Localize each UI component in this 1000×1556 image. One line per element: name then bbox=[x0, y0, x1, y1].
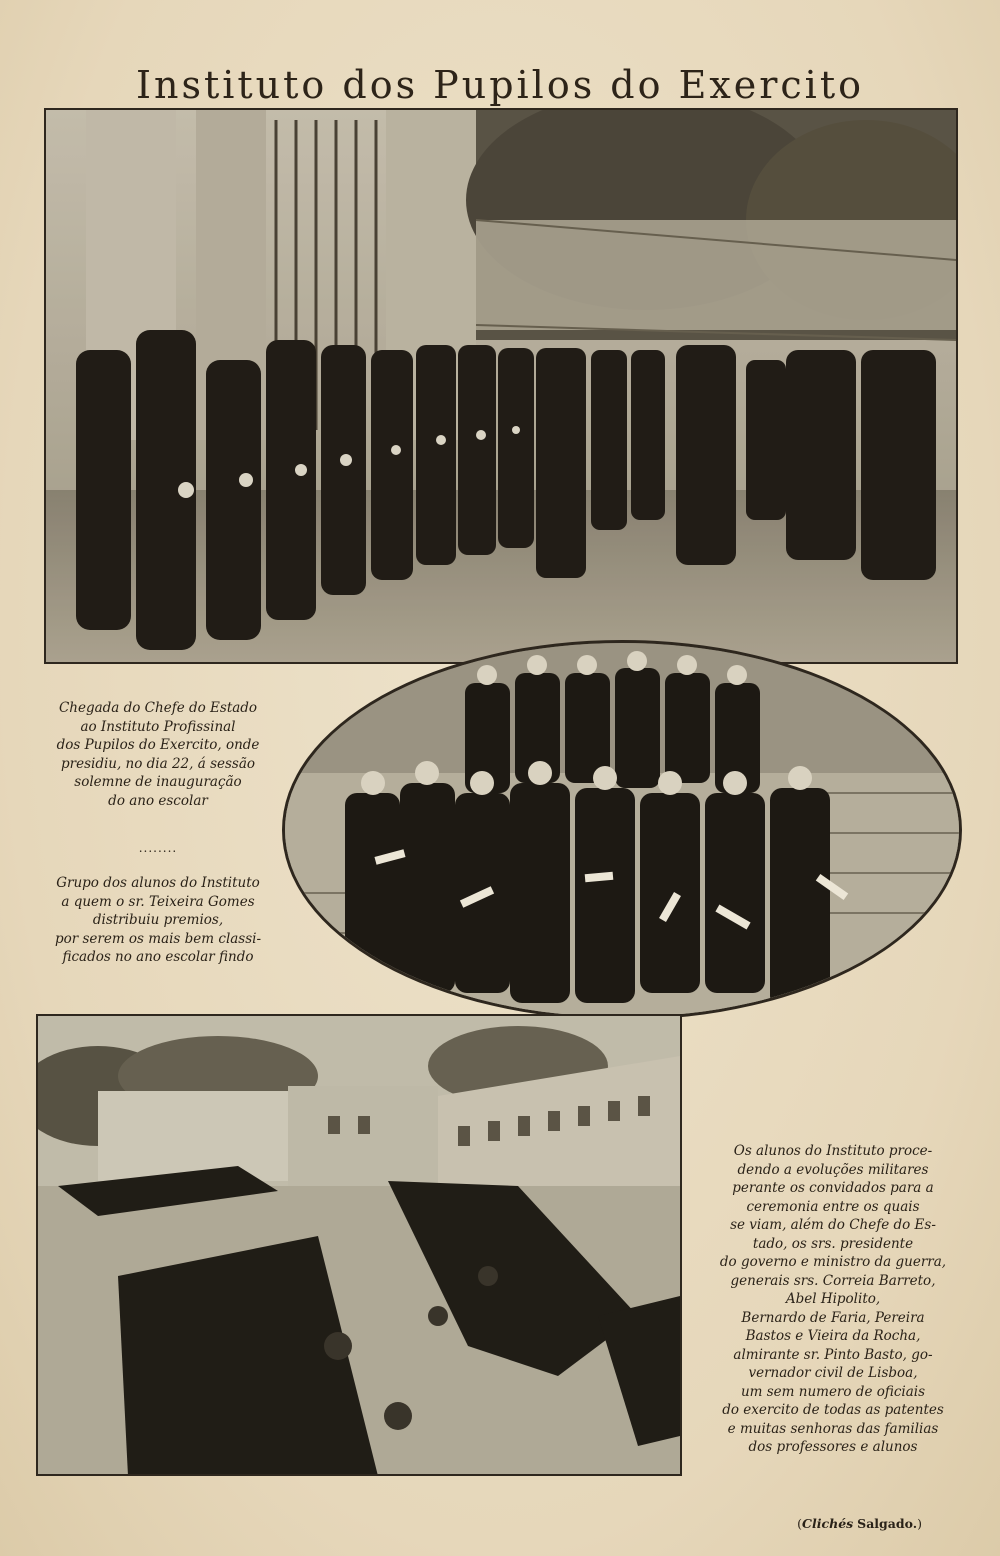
caption-line: Os alunos do Instituto proce- bbox=[733, 1143, 933, 1159]
caption-line: tado, os srs. presidente bbox=[752, 1235, 914, 1252]
photo-student-group bbox=[282, 640, 962, 1020]
caption-line: Bernardo de Faria, Pereira bbox=[741, 1309, 925, 1326]
caption-line: ceremonia entre os quais bbox=[746, 1198, 920, 1215]
photo-military-evolutions-image bbox=[38, 1016, 680, 1474]
caption-line: do exercito de todas as patentes bbox=[722, 1402, 944, 1418]
caption-line: distribuiu premios, bbox=[92, 912, 224, 928]
caption-line: Abel Hipolito, bbox=[785, 1291, 881, 1307]
caption-line: generais srs. Correia Barreto, bbox=[730, 1272, 936, 1289]
caption-line: dos Pupilos do Exercito, onde bbox=[56, 737, 260, 753]
caption-arrival bbox=[40, 699, 276, 810]
caption-line: a quem o sr. Teixeira Gomes bbox=[61, 893, 255, 910]
caption-line: um sem numero de oficiais bbox=[740, 1383, 926, 1400]
caption-separator: ........ bbox=[138, 841, 178, 855]
caption-line: Bastos e Vieira da Rocha, bbox=[745, 1328, 921, 1344]
caption-line: almirante sr. Pinto Basto, go- bbox=[733, 1346, 933, 1363]
caption-line: vernador civil de Lisboa, bbox=[748, 1365, 918, 1381]
caption-line: presidiu, no dia 22, á sessão bbox=[60, 755, 256, 772]
caption-line: por serem os mais bem classi- bbox=[54, 930, 262, 947]
caption-line: dos professores e alunos bbox=[748, 1439, 918, 1455]
photo-credit: (Clichés Salgado.) bbox=[797, 1516, 922, 1531]
caption-line: do ano escolar bbox=[108, 792, 208, 809]
photo-student-group-image bbox=[285, 643, 959, 1017]
caption-line: Grupo dos alunos do Instituto bbox=[56, 875, 260, 891]
page-title: Instituto dos Pupilos do Exercito bbox=[136, 63, 864, 108]
caption-line: ao Instituto Profissinal bbox=[80, 718, 236, 735]
caption-line: se viam, além do Chefe do Es- bbox=[730, 1217, 936, 1233]
caption-line: e muitas senhoras das familias bbox=[727, 1420, 939, 1437]
caption-line: do governo e ministro da guerra, bbox=[719, 1254, 947, 1270]
caption-student-group bbox=[40, 874, 276, 967]
photo-honor-guard-image bbox=[46, 110, 956, 662]
caption-line: ficados no ano escolar findo bbox=[62, 949, 254, 965]
photo-honor-guard bbox=[44, 108, 958, 664]
caption-line: dendo a evoluções militares bbox=[737, 1161, 929, 1178]
credit-name: Salgado. bbox=[857, 1516, 918, 1531]
photo-military-evolutions bbox=[36, 1014, 682, 1476]
caption-line: solemne de inauguração bbox=[74, 774, 242, 790]
caption-line: Chegada do Chefe do Estado bbox=[58, 700, 258, 716]
caption-evolutions bbox=[690, 1142, 976, 1457]
caption-line: perante os convidados para a bbox=[732, 1180, 934, 1196]
credit-label: Clichés bbox=[802, 1516, 854, 1531]
